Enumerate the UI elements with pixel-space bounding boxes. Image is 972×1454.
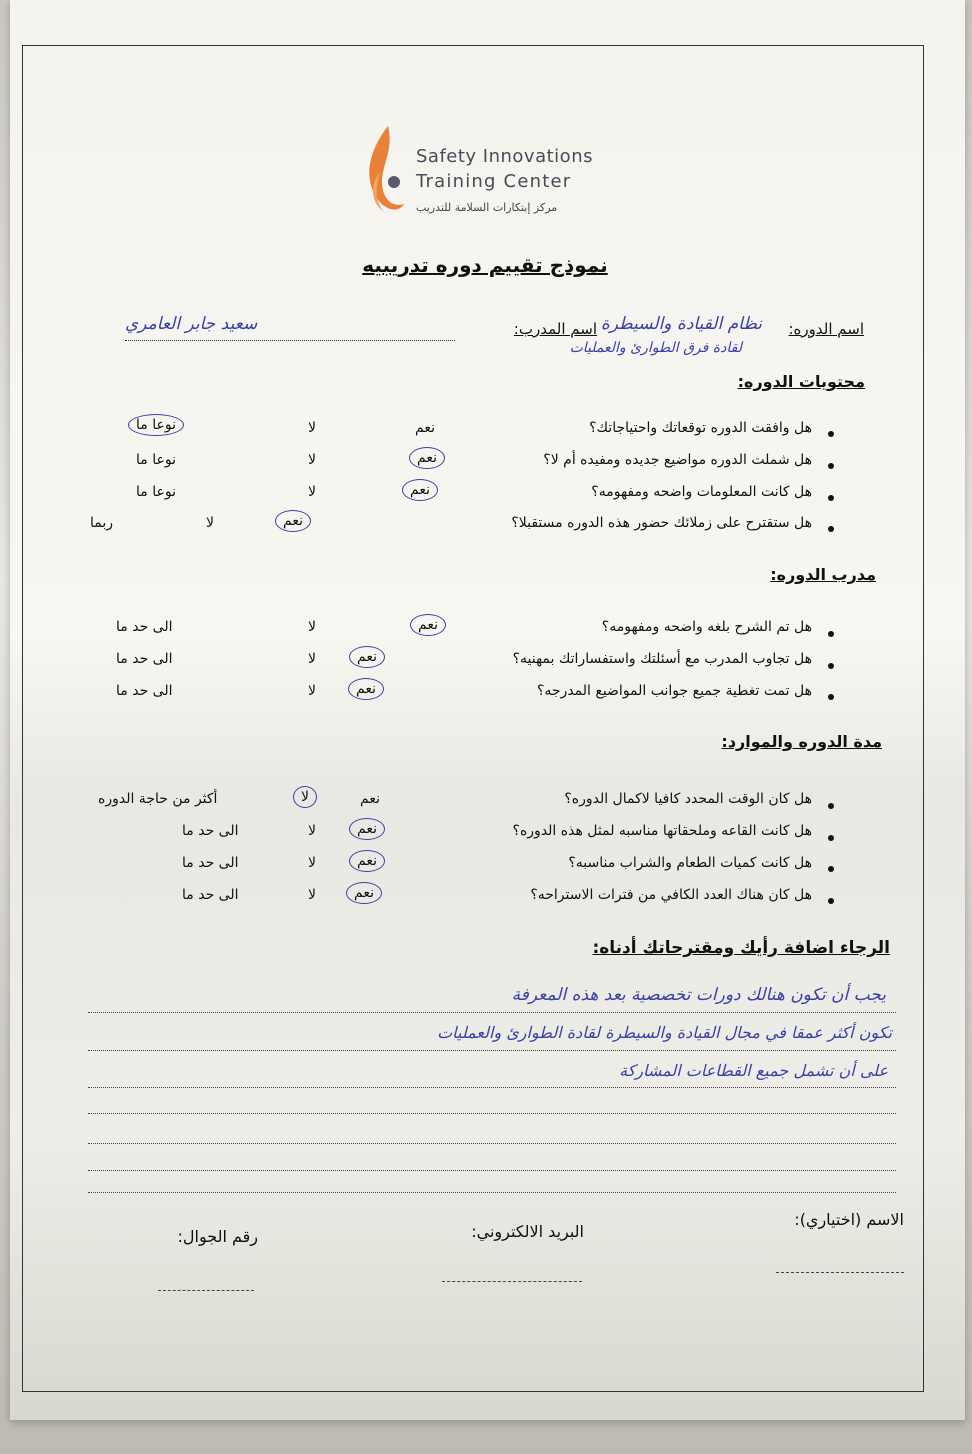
question-text: هل كان الوقت المحدد كافيا لاكمال الدوره؟ — [564, 791, 812, 807]
bullet — [828, 898, 834, 904]
option-yes-selected[interactable]: نعم — [349, 850, 385, 872]
option-no[interactable]: لا — [308, 887, 316, 903]
option-no[interactable]: لا — [308, 651, 316, 667]
section-course-contents: محتويات الدوره: — [737, 372, 865, 391]
option-no[interactable]: لا — [308, 420, 316, 436]
email-field[interactable] — [442, 1281, 582, 1282]
bullet — [828, 663, 834, 669]
logo-line-1: Safety Innovations — [416, 146, 593, 167]
option-no-selected[interactable]: لا — [293, 786, 317, 808]
section-trainer: مدرب الدوره: — [770, 565, 876, 584]
comment-line[interactable] — [88, 1192, 896, 1193]
option-yes-selected[interactable]: نعم — [275, 510, 311, 532]
page-border — [22, 45, 924, 1392]
comment-line[interactable] — [88, 1143, 896, 1144]
section-duration-resources: مدة الدوره والموارد: — [721, 732, 882, 751]
name-label: الاسم (اختياري): — [794, 1210, 904, 1229]
bullet — [828, 431, 834, 437]
bullet — [828, 495, 834, 501]
option-partial[interactable]: الى حد ما — [116, 619, 173, 635]
question-text: هل شملت الدوره مواضيع جديده ومفيده أم لا؟ — [543, 452, 812, 468]
bullet — [828, 803, 834, 809]
comment-line[interactable] — [88, 1170, 896, 1171]
option-partial-selected[interactable]: نوعا ما — [128, 414, 184, 436]
bullet — [828, 463, 834, 469]
option-yes-selected[interactable]: نعم — [348, 678, 384, 700]
option-yes-selected[interactable]: نعم — [410, 614, 446, 636]
comment-line-3: على أن تشمل جميع القطاعات المشاركة — [619, 1061, 888, 1080]
option-yes-selected[interactable]: نعم — [349, 818, 385, 840]
option-partial[interactable]: الى حد ما — [182, 887, 239, 903]
bullet — [828, 694, 834, 700]
option-no[interactable]: لا — [308, 683, 316, 699]
comment-line-1: يجب أن تكون هنالك دورات تخصصية بعد هذه المعرفة — [511, 985, 886, 1005]
course-name-value-2: لقادة فرق الطوارئ والعمليات — [569, 340, 742, 356]
trainer-name-label: اسم المدرب: — [513, 320, 597, 338]
option-no[interactable]: لا — [308, 452, 316, 468]
option-partial[interactable]: الى حد ما — [116, 651, 173, 667]
bullet — [828, 866, 834, 872]
option-no[interactable]: لا — [308, 619, 316, 635]
course-name-value: نظام القيادة والسيطرة — [600, 314, 762, 334]
comment-line[interactable] — [88, 1087, 896, 1088]
question-text: هل ستقترح على زملائك حضور هذه الدوره مستقبلا؟ — [511, 515, 812, 531]
option-partial[interactable]: الى حد ما — [182, 823, 239, 839]
comment-line[interactable] — [88, 1113, 896, 1114]
question-text: هل كانت المعلومات واضحه ومفهومه؟ — [591, 484, 812, 500]
question-text: هل تم الشرح بلغه واضحه ومفهومه؟ — [601, 619, 812, 635]
bullet — [828, 631, 834, 637]
comment-line-2: تكون أكثر عمقا في مجال القيادة والسيطرة لقادة الطوارئ والعمليات — [437, 1023, 892, 1042]
option-yes-selected[interactable]: نعم — [349, 646, 385, 668]
name-field[interactable] — [776, 1272, 904, 1273]
trainer-dots — [125, 340, 455, 341]
comments-heading: الرجاء اضافة رأيك ومقترحاتك أدناه: — [592, 938, 890, 958]
course-name-label: اسم الدوره: — [788, 320, 864, 338]
option-yes-selected[interactable]: نعم — [402, 479, 438, 501]
question-text: هل كانت القاعه وملحقاتها مناسبه لمثل هذه الدوره؟ — [512, 823, 812, 839]
question-text: هل وافقت الدوره توقعاتك واحتياجاتك؟ — [589, 420, 812, 436]
form-title: نموذج تقييم دوره تدريبيه — [362, 253, 608, 277]
email-label: البريد الالكتروني: — [471, 1222, 584, 1241]
option-yes-selected[interactable]: نعم — [346, 882, 382, 904]
question-text: هل تمت تغطية جميع جوانب المواضيع المدرجه؟ — [536, 683, 812, 699]
option-partial[interactable]: نوعا ما — [136, 484, 176, 500]
option-partial[interactable]: أكثر من حاجة الدوره — [98, 791, 218, 807]
question-text: هل كان هناك العدد الكافي من فترات الاستراحه؟ — [530, 887, 812, 903]
option-partial[interactable]: الى حد ما — [182, 855, 239, 871]
question-text: هل تجاوب المدرب مع أسئلتك واستفساراتك بمهنيه؟ — [512, 651, 812, 667]
mobile-field[interactable] — [158, 1290, 254, 1291]
option-no[interactable]: لا — [308, 855, 316, 871]
option-partial[interactable]: الى حد ما — [116, 683, 173, 699]
logo-line-2: Training Center — [416, 171, 572, 192]
bullet — [828, 835, 834, 841]
option-no[interactable]: لا — [308, 823, 316, 839]
trainer-name-value: سعيد جابر العامري — [125, 314, 258, 334]
logo — [358, 122, 618, 227]
question-text: هل كانت كميات الطعام والشراب مناسبه؟ — [568, 855, 812, 871]
option-partial[interactable]: ربما — [90, 515, 114, 531]
flame-logo-icon — [358, 122, 414, 222]
mobile-label: رقم الجوال: — [177, 1227, 258, 1246]
option-yes[interactable]: نعم — [415, 420, 435, 436]
option-partial[interactable]: نوعا ما — [136, 452, 176, 468]
option-yes[interactable]: نعم — [360, 791, 380, 807]
option-no[interactable]: لا — [206, 515, 214, 531]
bullet — [828, 526, 834, 532]
option-no[interactable]: لا — [308, 484, 316, 500]
comment-line[interactable] — [88, 1012, 896, 1013]
option-yes-selected[interactable]: نعم — [409, 447, 445, 469]
logo-line-3: مركز إبتكارات السلامة للتدريب — [416, 201, 558, 214]
comment-line[interactable] — [88, 1050, 896, 1051]
